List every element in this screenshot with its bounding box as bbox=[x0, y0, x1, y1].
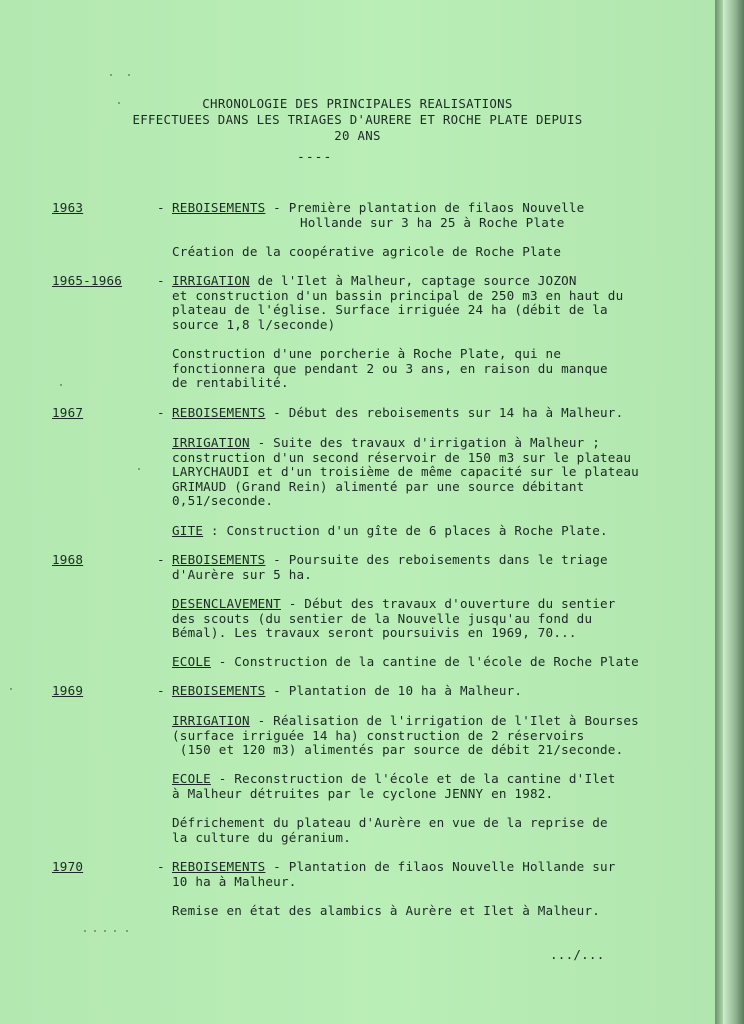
entry-text: - Début des travaux d'ouverture du sentier bbox=[280, 596, 616, 611]
paper-speck bbox=[118, 102, 120, 104]
entry-first-line bbox=[172, 524, 608, 539]
entry-continuation-line: des scouts (du sentier de la Nouvelle jusqu'au fond du bbox=[172, 610, 593, 626]
year-1970: 1970 bbox=[52, 859, 84, 874]
year-dash: - bbox=[157, 683, 165, 698]
entry-first-line bbox=[172, 597, 616, 612]
entry-first-line bbox=[172, 406, 623, 421]
title-line-1: CHRONOLOGIE DES PRINCIPALES REALISATIONS bbox=[202, 96, 513, 111]
entry-continuation-line: d'Aurère sur 5 ha. bbox=[172, 566, 313, 582]
entry-text: - Réalisation de l'irrigation de l'Ilet à Bourses bbox=[249, 713, 639, 728]
year-1967: 1967 bbox=[52, 405, 84, 420]
year-1965-1966: 1965-1966 bbox=[52, 273, 123, 288]
entry-continuation-line: LARYCHAUDI et d'un troisième de même capacité sur le plateau bbox=[172, 464, 639, 480]
entry-first-line bbox=[172, 347, 561, 362]
entry-text: - Poursuite des reboisements dans le triage bbox=[265, 552, 608, 567]
entry-first-line bbox=[172, 904, 600, 919]
entry-continuation-line: 10 ha à Malheur. bbox=[172, 873, 297, 889]
entry-text: - Reconstruction de l'école et de la cantine d'Ilet bbox=[210, 771, 616, 786]
entry-heading: DESENCLAVEMENT bbox=[172, 596, 281, 611]
paper-speck bbox=[128, 74, 130, 76]
year-dash: - bbox=[157, 552, 165, 567]
entry-first-line bbox=[172, 860, 616, 875]
entry-continuation-line: 0,51/seconde. bbox=[172, 493, 274, 509]
year-1968: 1968 bbox=[52, 552, 84, 567]
title-line-2: EFFECTUEES DANS LES TRIAGES D'AURERE ET ROCHE PLATE DEPUIS bbox=[132, 112, 583, 127]
paper-speck bbox=[110, 74, 112, 76]
entry-first-line bbox=[172, 245, 561, 260]
entry-text: : Construction d'un gîte de 6 places à Roche Plate. bbox=[203, 523, 608, 538]
entry-continuation-line: fonctionnera que pendant 2 ou 3 ans, en raison du manque bbox=[172, 360, 608, 376]
entry-heading: REBOISEMENTS bbox=[172, 200, 266, 215]
paper-speck bbox=[126, 930, 128, 932]
entry-continuation-line: et construction d'un bassin principal de 250 m3 en haut du bbox=[172, 287, 624, 303]
entry-continuation-line: plateau de l'église. Surface irriguée 24 ha (débit de la bbox=[172, 302, 608, 318]
year-dash: - bbox=[157, 273, 165, 288]
year-dash: - bbox=[157, 405, 165, 420]
entry-text: Création de la coopérative agricole de Roche Plate bbox=[172, 244, 562, 259]
entry-heading: REBOISEMENTS bbox=[172, 405, 266, 420]
paper-speck bbox=[10, 688, 12, 690]
entry-first-line bbox=[172, 655, 639, 670]
paper-speck bbox=[60, 384, 62, 386]
entry-text: - Plantation de filaos Nouvelle Hollande sur bbox=[265, 859, 616, 874]
entry-text: de l'Ilet à Malheur, captage source JOZON bbox=[249, 273, 577, 288]
entry-heading: IRRIGATION bbox=[172, 435, 250, 450]
entry-heading: REBOISEMENTS bbox=[172, 859, 266, 874]
page-edge-binding bbox=[723, 0, 744, 1024]
entry-first-line bbox=[172, 772, 616, 787]
paper-speck bbox=[138, 468, 140, 470]
continuation-mark: .../... bbox=[550, 947, 605, 962]
entry-first-line bbox=[172, 274, 577, 289]
entry-text: Défrichement du plateau d'Aurère en vue de la reprise de bbox=[172, 815, 608, 830]
entry-continuation-line: Hollande sur 3 ha 25 à Roche Plate bbox=[300, 214, 565, 230]
entry-text: - Suite des travaux d'irrigation à Malheur ; bbox=[249, 435, 601, 450]
entry-heading: ECOLE bbox=[172, 654, 211, 669]
document-title bbox=[0, 96, 715, 144]
page-edge-shadow bbox=[715, 0, 723, 1024]
entry-heading: ECOLE bbox=[172, 771, 211, 786]
entry-first-line bbox=[172, 714, 639, 729]
entry-text: - Construction de la cantine de l'école de Roche Plate bbox=[210, 654, 639, 669]
entry-text: - Début des reboisements sur 14 ha à Malheur. bbox=[265, 405, 624, 420]
entry-continuation-line: de rentabilité. bbox=[172, 375, 289, 391]
entry-heading: REBOISEMENTS bbox=[172, 552, 266, 567]
entry-continuation-line: (surface irriguée 14 ha) construction de 2 réservoirs bbox=[172, 727, 585, 743]
title-line-3: 20 ANS bbox=[334, 128, 381, 143]
entry-text: - Plantation de 10 ha à Malheur. bbox=[265, 683, 523, 698]
paper-speck bbox=[104, 930, 106, 932]
entry-first-line bbox=[172, 684, 522, 699]
entry-heading: REBOISEMENTS bbox=[172, 683, 266, 698]
entry-first-line bbox=[172, 201, 584, 216]
entry-first-line bbox=[172, 436, 600, 451]
entry-continuation-line: Bémal). Les travaux seront poursuivis en 1969, 70... bbox=[172, 625, 577, 641]
entry-heading: IRRIGATION bbox=[172, 713, 250, 728]
entry-text: Construction d'une porcherie à Roche Plate, qui ne bbox=[172, 346, 562, 361]
year-1969: 1969 bbox=[52, 683, 84, 698]
paper-speck bbox=[114, 930, 116, 932]
entry-text: Remise en état des alambics à Aurère et Ilet à Malheur. bbox=[172, 903, 601, 918]
year-dash: - bbox=[157, 859, 165, 874]
entry-continuation-line: source 1,8 l/seconde) bbox=[172, 316, 336, 332]
year-1963: 1963 bbox=[52, 200, 84, 215]
entry-continuation-line: construction d'un second réservoir de 150 m3 sur le plateau bbox=[172, 449, 632, 465]
entry-text: - Première plantation de filaos Nouvelle bbox=[265, 200, 585, 215]
entry-continuation-line: à Malheur détruites par le cyclone JENNY en 1982. bbox=[172, 785, 554, 801]
entry-continuation-line: (150 et 120 m3) alimentés par source de débit 21/seconde. bbox=[172, 742, 624, 758]
paper-speck bbox=[84, 930, 86, 932]
entry-first-line bbox=[172, 553, 608, 568]
entry-heading: GITE bbox=[172, 523, 204, 538]
title-separator: ---- bbox=[297, 150, 333, 165]
paper-speck bbox=[94, 930, 96, 932]
entry-continuation-line: GRIMAUD (Grand Rein) alimenté par une source débitant bbox=[172, 478, 585, 494]
entry-first-line bbox=[172, 816, 608, 831]
entry-continuation-line: la culture du géranium. bbox=[172, 829, 351, 845]
year-dash: - bbox=[157, 200, 165, 215]
entry-heading: IRRIGATION bbox=[172, 273, 250, 288]
